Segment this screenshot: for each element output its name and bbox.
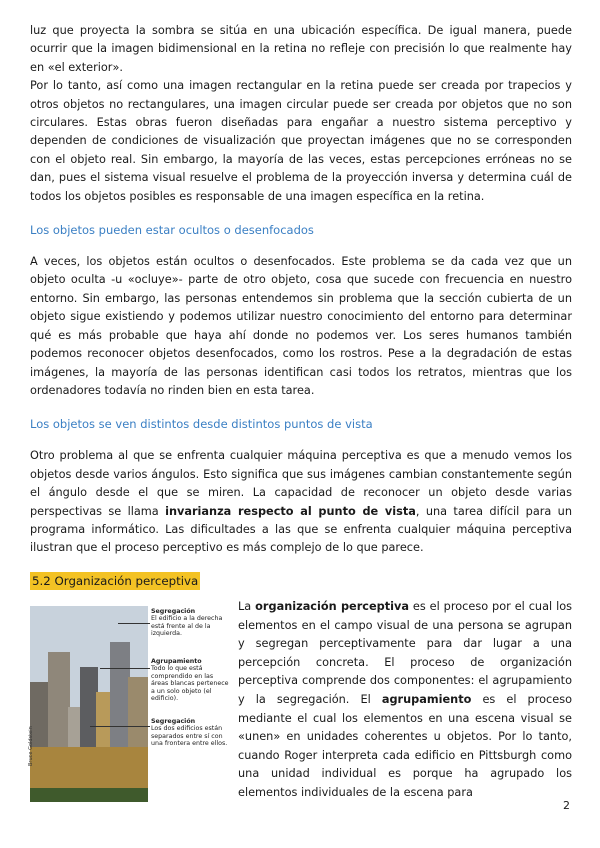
label-segregation-2: Segregación Los dos edificios están separados entre sí con una frontera entre ellos. (151, 718, 228, 748)
organization-column (238, 598, 572, 803)
heading-viewpoints: Los objetos se ven distintos desde distintos puntos de vista (30, 417, 373, 432)
paragraph-hidden-objects: A veces, los objetos están ocultos o desenfocados. Este problema se da cada vez que un objeto oculta -u «ocluye»- parte de otro objeto, cosa que sucede con frecuencia en nuestro entorno. Sin embargo, las personas entendemos sin problema que la sección cubierta de un objeto sigue existiendo y podemos utilizar nuestro conocimiento del entorno para determinar qué es más probable que haya ahí donde no podemos ver. Los seres humanos también podemos reconocer objetos desenfocados, como los rostros. Pese a la degradación de estas imágenes, la mayoría de las personas identifican casi todos los retratos, mientras que los ordenadores todavía no rinden bien en esta tarea. (30, 255, 572, 397)
viewpoints-text-after: , una tarea difícil para un programa informático. Las dificultades a las que se enfrenta cualquier máquina perceptiva ilustran que el proceso perceptivo es más complejo de lo que parece. (30, 504, 573, 555)
heading-hidden-objects: Los objetos pueden estar ocultos o desenfocados (30, 223, 314, 238)
paragraph-continuation: luz que proyecta la sombra se sitúa en una ubicación específica. De igual manera, puede ocurrir que la imagen bidimensional en la retina no refleje con precisión lo que realmente hay en «el exterior». (30, 24, 572, 74)
label-grouping: Agrupamiento Todo lo que está comprendido en las áreas blancas pertenece a un solo objeto (el edificio). (151, 658, 229, 703)
section-title: 5.2 Organización perceptiva (32, 573, 199, 588)
photo-credit: Bruce Goldstein (28, 726, 34, 766)
viewpoints-text-before: Otro problema al que se enfrenta cualquier máquina perceptiva es que a menudo vemos los objetos desde varios ángulos. Esto significa que sus imágenes cambian constantemente según el ángulo desde el que se miren. La capacidad de reconocer un objeto desde varias perspectivas se llama (30, 449, 572, 518)
city-photo (30, 606, 148, 802)
pittsburgh-figure (30, 598, 230, 803)
paragraph-perceptual-organization: La organización perceptiva es el proceso por el cual los elementos en el campo visual de una persona se agrupan y segregan perceptivamente para dar lugar a una percepción concreta. El proceso de organización perceptiva comprende dos componentes: el agrupamiento y la segregación. El agrupamiento es el proceso mediante el cual los elementos en una escena visual se «unen» en unidades coherentes u objetos. Por lo tanto, cuando Roger interpreta cada edificio en Pittsburgh como una unidad individual es porque ha agrupado los elementos individuales de la escena para (238, 600, 573, 799)
page-number: 2 (563, 799, 570, 812)
term-grouping: agrupamiento (381, 692, 472, 706)
term-perceptual-organization: organización perceptiva (255, 600, 409, 613)
label-segregation-1: Segregación El edificio a la derecha está frente al de la izquierda. (151, 608, 223, 638)
page-body (30, 22, 572, 590)
viewpoint-invariance-term: invarianza respecto al punto de vista (165, 504, 416, 518)
paragraph-viewpoints (30, 447, 572, 557)
paragraph-inverse-projection: Por lo tanto, así como una imagen rectangular en la retina puede ser creada por trapecios y otros objetos no rectangulares, una imagen circular puede ser creada por objetos que no son circulares. Estas obras fueron diseñadas para engañar a nuestro sistema perceptivo y dependen de condiciones de visualización que proyectan imágenes que no se corresponden con el objeto real. Sin embargo, la mayoría de las veces, estas percepciones erróneas no se dan, pues el sistema visual resuelve el problema de la proyección inversa y determina cuál de todos los objetos posibles es responsable de una imagen específica en la retina. (30, 79, 572, 203)
